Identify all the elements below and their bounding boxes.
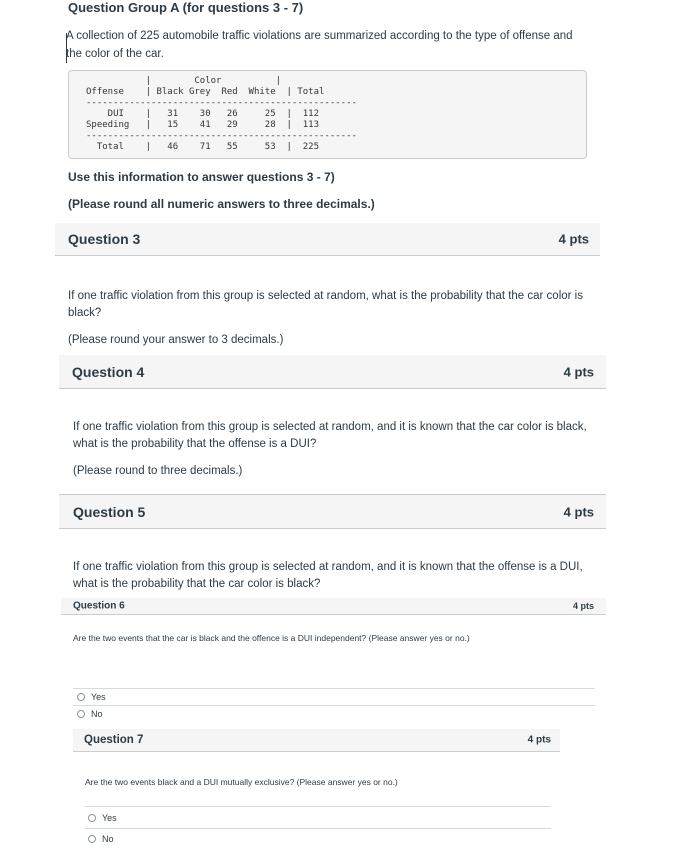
radio-button-icon[interactable] <box>77 693 85 701</box>
question-7-option-yes[interactable] <box>88 813 117 823</box>
question-5-text: If one traffic violation from this group is selected at random, and it is known that the offense is a DUI, what is the probability that the car color is black? <box>73 561 583 590</box>
question-7-points: 4 pts <box>527 734 551 746</box>
question-3-points: 4 pts <box>558 231 589 247</box>
option-label: No <box>91 709 103 719</box>
divider <box>73 705 595 706</box>
question-3-text: If one traffic violation from this group is selected at random, what is the probability that the car color is black? <box>68 290 583 319</box>
option-label: Yes <box>102 813 117 823</box>
question-6-option-no[interactable] <box>77 709 103 719</box>
question-6-text: Are the two events that the car is black and the offence is a DUI independent? (Please answer yes or no.) <box>73 633 470 643</box>
use-info-text: Use this information to answer questions 3 - 7) <box>68 170 335 184</box>
question-4-points: 4 pts <box>563 364 594 379</box>
rounding-note: (Please round all numeric answers to three decimals.) <box>68 197 375 211</box>
option-label: Yes <box>91 692 106 702</box>
question-6-title: Question 6 <box>73 600 125 612</box>
question-3-header <box>55 223 600 256</box>
question-6-option-yes[interactable] <box>77 692 106 702</box>
question-5-header <box>59 494 606 529</box>
group-intro-text: A collection of 225 automobile traffic violations are summarized according to the type of offense and the color of the car. <box>66 30 573 60</box>
radio-button-icon[interactable] <box>88 814 96 822</box>
radio-button-icon[interactable] <box>88 835 96 843</box>
option-label: No <box>102 834 114 844</box>
radio-button-icon[interactable] <box>77 710 85 718</box>
question-7-text: Are the two events black and a DUI mutually exclusive? (Please answer yes or no.) <box>85 777 398 787</box>
question-6-points: 4 pts <box>572 601 594 611</box>
divider <box>73 688 595 689</box>
divider <box>85 806 551 807</box>
question-3-title: Question 3 <box>68 231 141 247</box>
question-group-title: Question Group A (for questions 3 - 7) <box>68 0 304 15</box>
question-5-title: Question 5 <box>73 503 146 520</box>
question-7-title: Question 7 <box>84 734 144 746</box>
contingency-table: | Color | Offense | Black Grey Red White | Total -------------------------------------------------- DUI | 31 30 26 25 | 112 Speeding | 15 41 29 28 | 113 -------------------------------------------------- Total | 46 71 55 53 | 225 <box>68 70 587 159</box>
question-4-title: Question 4 <box>72 363 145 380</box>
question-7-option-no[interactable] <box>88 834 114 844</box>
question-6-header <box>61 598 606 615</box>
question-7-header <box>73 729 560 752</box>
question-4-note: (Please round to three decimals.) <box>73 465 243 477</box>
question-4-header <box>59 355 606 389</box>
question-5-points: 4 pts <box>563 504 594 519</box>
question-3-note: (Please round your answer to 3 decimals.) <box>68 334 284 346</box>
question-4-text: If one traffic violation from this group is selected at random, and it is known that the car color is black, what is the probability that the offense is a DUI? <box>73 421 587 450</box>
divider <box>85 828 551 829</box>
